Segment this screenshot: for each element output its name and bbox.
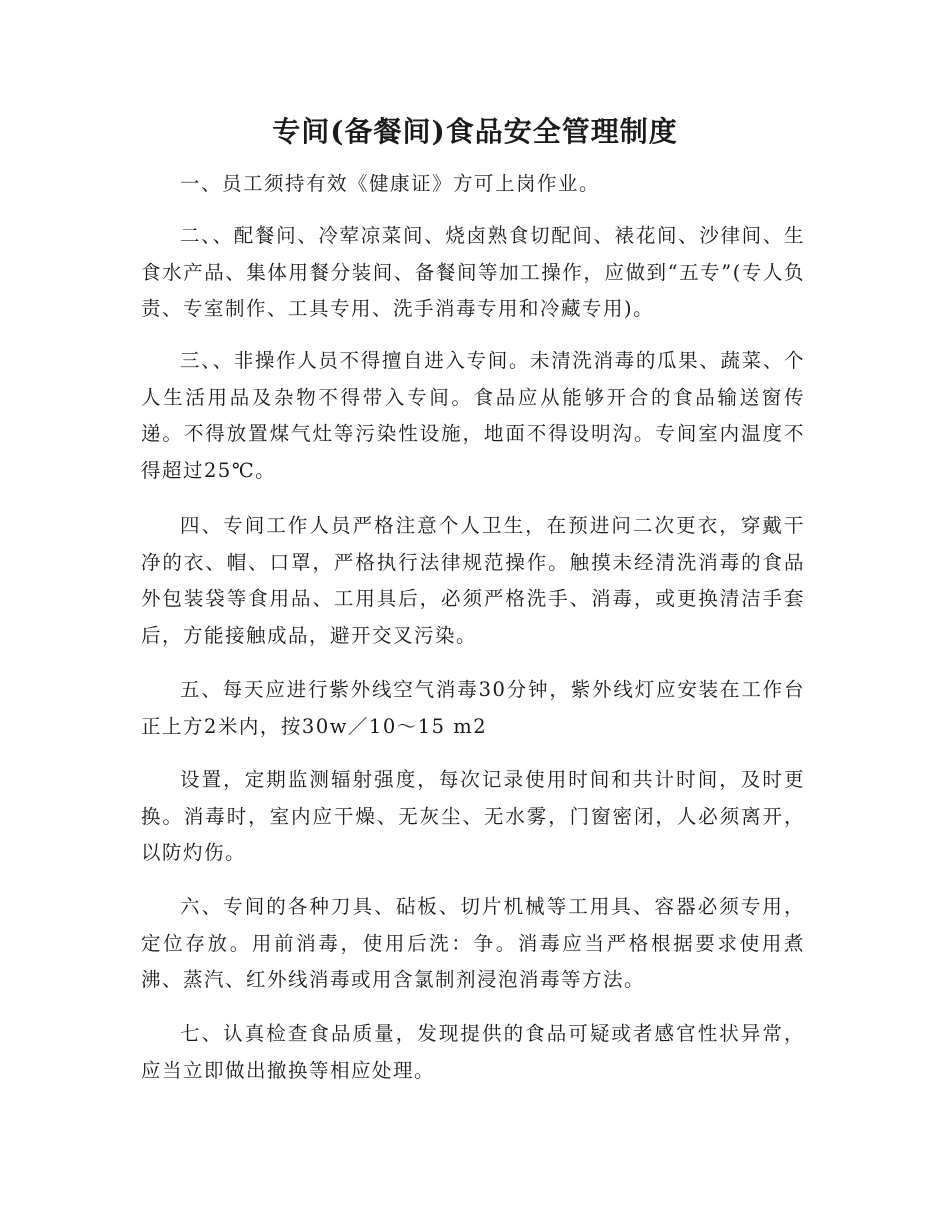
paragraph-7: 六、专间的各种刀具、砧板、切片机械等工用具、容器必须专用，定位存放。用前消毒，使用后洗：争。消毒应当严格根据要求使用煮沸、蒸汽、红外线消毒或用含氯制剂浸泡消毒等方法。 xyxy=(141,895,805,991)
paragraph-2: 二、、配餐问、冷荤凉菜间、烧卤熟食切配间、裱花间、沙律间、生食水产品、集体用餐分装间、备餐间等加工操作，应做到“五专”(专人负责、专室制作、工具专用、洗手消毒专用和冷藏专用)。 xyxy=(141,224,805,320)
paragraph-5: 五、每天应进行紫外线空气消毒30分钟，紫外线灯应安装在工作台正上方2米内，按30w／10～15 m2 xyxy=(141,678,805,738)
paragraph-6: 设置，定期监测辐射强度，每次记录使用时间和共计时间，及时更换。消毒时，室内应干燥、无灰尘、无水雾，门窗密闭，人必须离开，以防灼伤。 xyxy=(141,768,805,864)
paragraph-8: 七、认真检查食品质量，发现提供的食品可疑或者感官性状异常，应当立即做出撤换等相应处理。 xyxy=(141,1022,805,1082)
paragraph-4: 四、专间工作人员严格注意个人卫生，在预进问二次更衣，穿戴干净的衣、帽、口罩，严格执行法律规范操作。触摸未经清洗消毒的食品外包装袋等食用品、工用具后，必须严格洗手、消毒，或更换清洁手套后，方能接触成品，避开交叉污染。 xyxy=(141,514,805,647)
document-title: 专间(备餐间)食品安全管理制度 xyxy=(272,115,678,148)
paragraph-1: 一、员工须持有效《健康证》方可上岗作业。 xyxy=(180,172,601,195)
paragraph-3: 三、、非操作人员不得擅自进入专间。未清洗消毒的瓜果、蔬菜、个人生活用品及杂物不得带入专间。食品应从能够开合的食品输送窗传递。不得放置煤气灶等污染性设施，地面不得设明沟。专间室内温度不得超过25℃。 xyxy=(141,349,805,482)
